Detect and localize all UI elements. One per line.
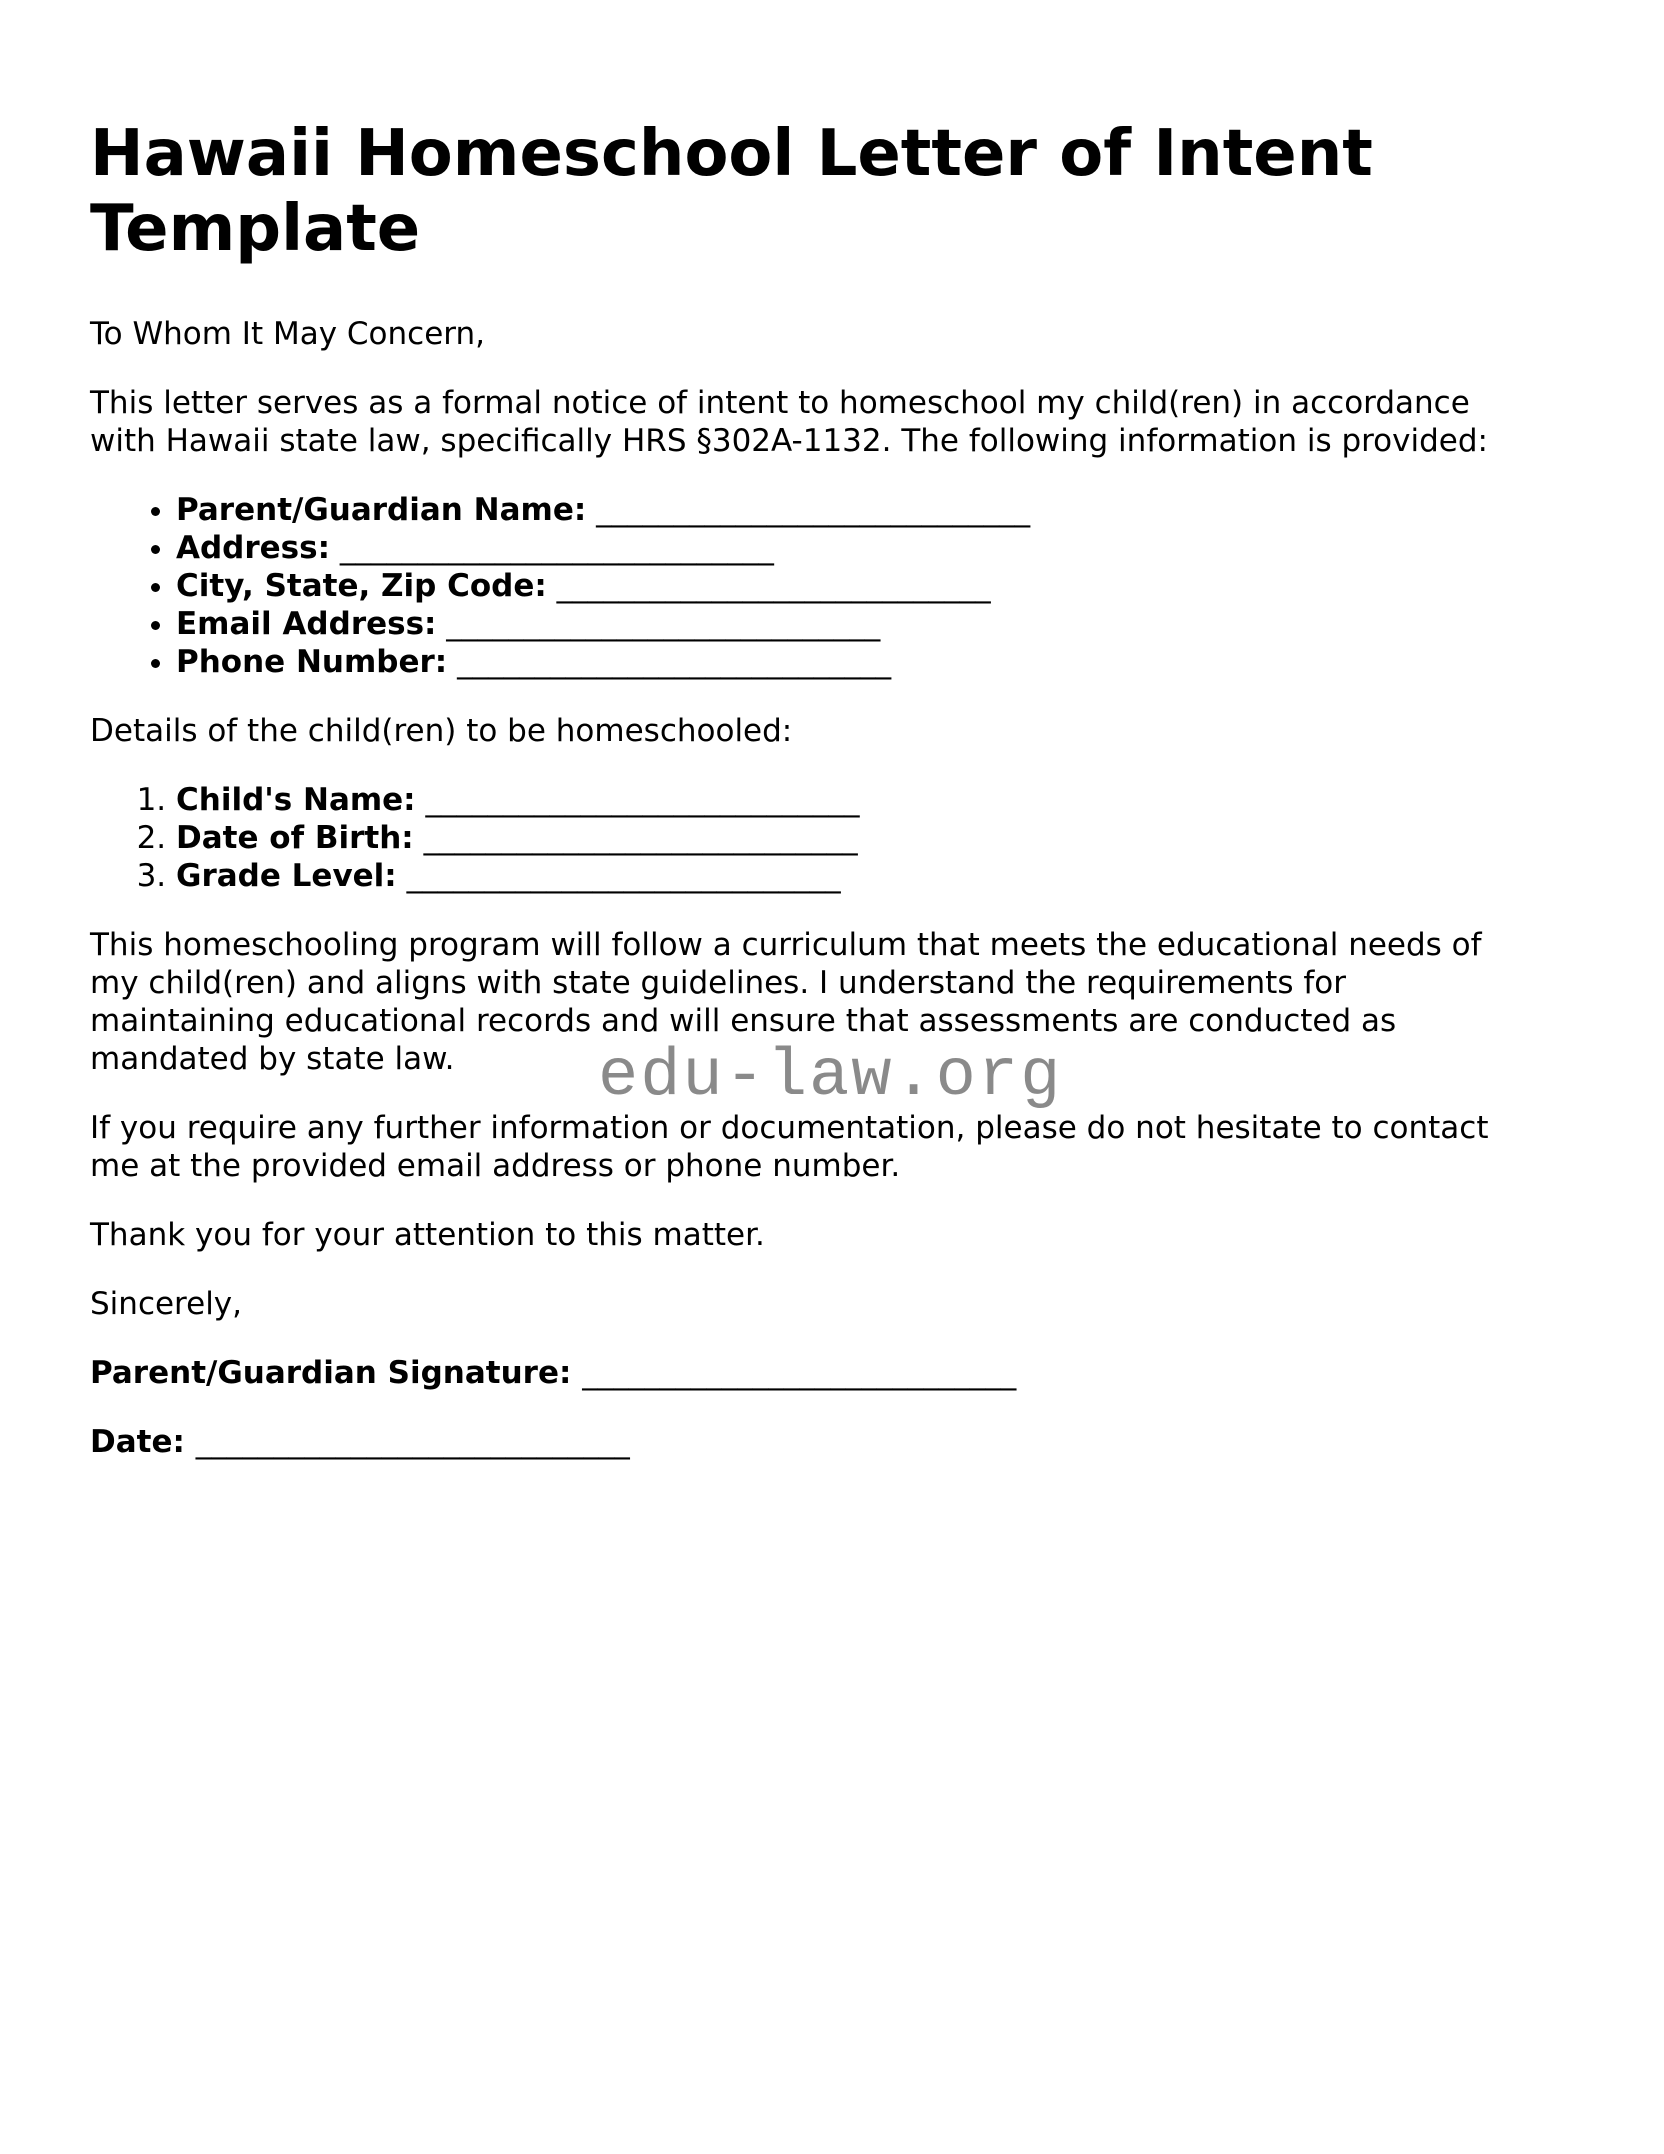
date-line bbox=[90, 1423, 1534, 1461]
contact-paragraph: If you require any further information or documentation, please do not hesitate to contact me at the provided email address or phone number. bbox=[90, 1110, 1489, 1184]
field-blank: ____________________________ bbox=[596, 492, 1031, 528]
list-item-city-state-zip bbox=[176, 567, 1534, 605]
signature-blank: ____________________________ bbox=[582, 1355, 1017, 1391]
salutation: To Whom It May Concern, bbox=[90, 316, 485, 352]
field-label: Child's Name: bbox=[176, 782, 416, 818]
field-label: Phone Number: bbox=[176, 644, 448, 680]
intro-paragraph: This letter serves as a formal notice of intent to homeschool my child(ren) in accordance with Hawaii state law, specifically HRS §302A-1132. The following information is provided: bbox=[90, 385, 1488, 459]
field-blank: ____________________________ bbox=[425, 782, 860, 818]
field-blank: ____________________________ bbox=[457, 644, 892, 680]
field-blank: ____________________________ bbox=[556, 568, 991, 604]
list-item-parent-name bbox=[176, 491, 1534, 529]
field-label: Address: bbox=[176, 530, 330, 566]
date-label: Date: bbox=[90, 1424, 185, 1460]
list-item-address bbox=[176, 529, 1534, 567]
field-blank: ____________________________ bbox=[423, 820, 858, 856]
field-blank: ____________________________ bbox=[339, 530, 774, 566]
signature-label: Parent/Guardian Signature: bbox=[90, 1355, 572, 1391]
list-item-phone bbox=[176, 643, 1534, 681]
field-label: City, State, Zip Code: bbox=[176, 568, 547, 604]
list-item-email bbox=[176, 605, 1534, 643]
parent-info-list bbox=[90, 491, 1534, 681]
list-item-grade-level bbox=[176, 857, 1534, 895]
signature-line bbox=[90, 1354, 1534, 1392]
program-paragraph: This homeschooling program will follow a curriculum that meets the educational needs of my child(ren) and aligns with state guidelines. I understand the requirements for maintaining educational records and will ensure that assessments are conducted as mandated by state law. bbox=[90, 927, 1482, 1077]
child-details-list bbox=[90, 781, 1534, 895]
closing-line: Sincerely, bbox=[90, 1286, 243, 1322]
date-blank: ____________________________ bbox=[195, 1424, 630, 1460]
field-label: Grade Level: bbox=[176, 858, 397, 894]
field-blank: ____________________________ bbox=[446, 606, 881, 642]
field-blank: ____________________________ bbox=[406, 858, 841, 894]
list-item-child-name bbox=[176, 781, 1534, 819]
details-heading: Details of the child(ren) to be homeschooled: bbox=[90, 713, 793, 749]
field-label: Parent/Guardian Name: bbox=[176, 492, 587, 528]
list-item-date-of-birth bbox=[176, 819, 1534, 857]
watermark: edu-law.org bbox=[598, 1039, 1063, 1115]
page-title: Hawaii Homeschool Letter of Intent Template bbox=[90, 117, 1373, 266]
thanks-line: Thank you for your attention to this matter. bbox=[90, 1217, 765, 1253]
field-label: Email Address: bbox=[176, 606, 437, 642]
field-label: Date of Birth: bbox=[176, 820, 414, 856]
